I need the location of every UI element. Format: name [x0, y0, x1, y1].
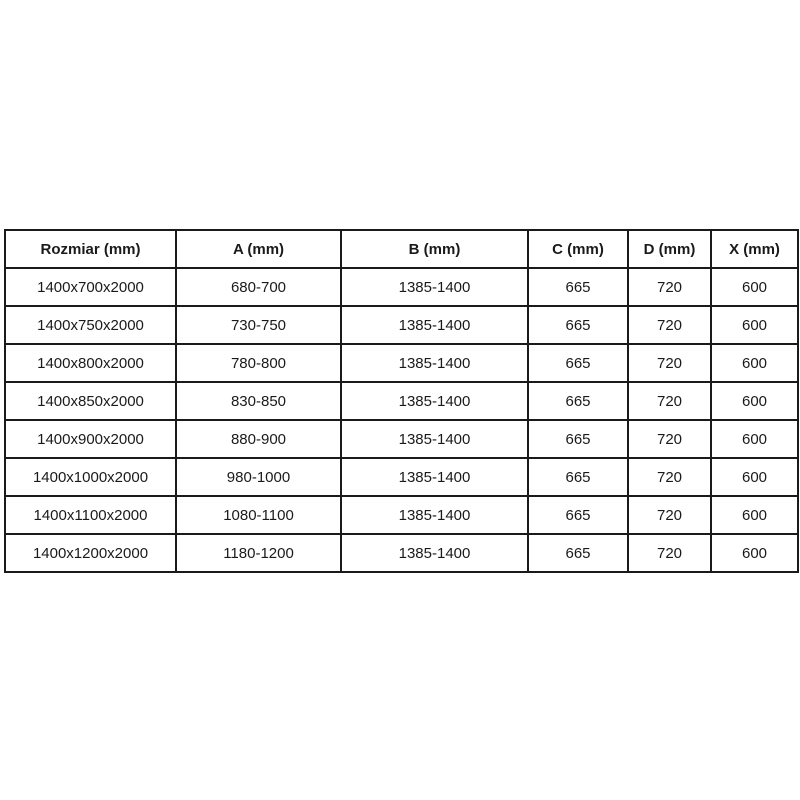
table-cell: 1385-1400 [341, 458, 528, 496]
column-header-b: B (mm) [341, 230, 528, 268]
table-cell: 880-900 [176, 420, 341, 458]
table-cell: 665 [528, 534, 628, 572]
column-header-d: D (mm) [628, 230, 711, 268]
table-cell: 720 [628, 382, 711, 420]
table-cell: 1400x900x2000 [5, 420, 176, 458]
table-cell: 720 [628, 268, 711, 306]
table-cell: 665 [528, 496, 628, 534]
table-cell: 600 [711, 496, 798, 534]
table-cell: 830-850 [176, 382, 341, 420]
table-cell: 600 [711, 534, 798, 572]
table-cell: 1400x750x2000 [5, 306, 176, 344]
table-row [5, 458, 798, 496]
table-cell: 1385-1400 [341, 420, 528, 458]
column-header-c: C (mm) [528, 230, 628, 268]
table-cell: 665 [528, 382, 628, 420]
table-cell: 1400x1100x2000 [5, 496, 176, 534]
table-row [5, 382, 798, 420]
table-cell: 1385-1400 [341, 344, 528, 382]
table-cell: 665 [528, 344, 628, 382]
table-cell: 720 [628, 496, 711, 534]
dimensions-table [4, 229, 799, 573]
column-header-a: A (mm) [176, 230, 341, 268]
table-cell: 1180-1200 [176, 534, 341, 572]
table-cell: 1385-1400 [341, 534, 528, 572]
table-cell: 1400x800x2000 [5, 344, 176, 382]
column-header-x: X (mm) [711, 230, 798, 268]
table-cell: 1400x700x2000 [5, 268, 176, 306]
table-cell: 1080-1100 [176, 496, 341, 534]
table-cell: 665 [528, 306, 628, 344]
table-cell: 1385-1400 [341, 268, 528, 306]
table-cell: 720 [628, 420, 711, 458]
table-cell: 780-800 [176, 344, 341, 382]
table-cell: 720 [628, 534, 711, 572]
column-header-rozmiar: Rozmiar (mm) [5, 230, 176, 268]
table-cell: 1400x1200x2000 [5, 534, 176, 572]
table-cell: 1400x850x2000 [5, 382, 176, 420]
table-cell: 680-700 [176, 268, 341, 306]
table-cell: 730-750 [176, 306, 341, 344]
table-header-row [5, 230, 798, 268]
table-cell: 980-1000 [176, 458, 341, 496]
table-cell: 720 [628, 344, 711, 382]
table-cell: 665 [528, 420, 628, 458]
table-cell: 600 [711, 268, 798, 306]
table-cell: 665 [528, 458, 628, 496]
table-row [5, 496, 798, 534]
table-cell: 1400x1000x2000 [5, 458, 176, 496]
table-cell: 720 [628, 458, 711, 496]
table-cell: 600 [711, 458, 798, 496]
table-row [5, 306, 798, 344]
table-cell: 600 [711, 420, 798, 458]
table-cell: 1385-1400 [341, 306, 528, 344]
table-row [5, 268, 798, 306]
table-cell: 1385-1400 [341, 496, 528, 534]
table-cell: 665 [528, 268, 628, 306]
table-cell: 1385-1400 [341, 382, 528, 420]
table-row [5, 420, 798, 458]
table-cell: 600 [711, 306, 798, 344]
table-row [5, 344, 798, 382]
table-cell: 720 [628, 306, 711, 344]
table-cell: 600 [711, 382, 798, 420]
table-cell: 600 [711, 344, 798, 382]
table-row [5, 534, 798, 572]
dimensions-table-container [4, 229, 799, 573]
